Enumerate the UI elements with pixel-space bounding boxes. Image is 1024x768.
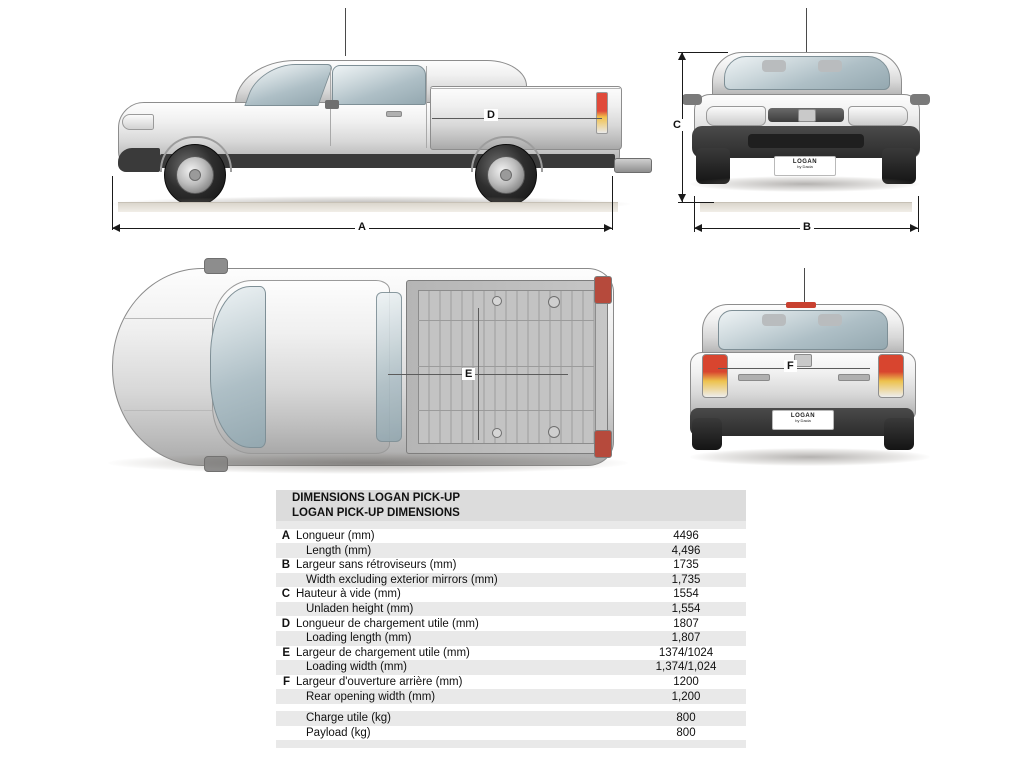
front-headlight-left	[706, 106, 766, 126]
row-letter: D	[281, 617, 290, 630]
dim-d-line	[432, 118, 602, 119]
front-ground-shadow	[690, 176, 920, 192]
dim-d-label: D	[484, 109, 498, 121]
dim-c-arrow-bottom	[678, 194, 686, 202]
row-value: 1,735	[671, 573, 701, 586]
rear-taillight-right	[878, 354, 904, 398]
bed-top-edge	[430, 88, 620, 89]
table-row	[276, 689, 746, 704]
cargo-bed-floor	[418, 290, 596, 444]
door-glass	[332, 65, 426, 105]
lashing-eye-4	[548, 426, 560, 438]
row-label: Rear opening width (mm)	[306, 690, 436, 703]
rear-headrest-left	[762, 314, 786, 326]
front-headlight-right	[848, 106, 908, 126]
front-windshield	[724, 56, 890, 90]
row-value: 800	[676, 726, 696, 739]
dim-b-label: B	[800, 221, 814, 233]
table-row	[276, 616, 746, 631]
row-label: Length (mm)	[306, 544, 372, 557]
row-label: Longueur de chargement utile (mm)	[296, 617, 479, 630]
table-footer-strip	[276, 740, 746, 748]
row-letter: B	[281, 559, 290, 572]
table-row	[276, 543, 746, 558]
tow-hitch	[614, 158, 652, 173]
dim-a-label: A	[355, 221, 369, 233]
rear-tire-right	[884, 418, 914, 450]
dimensions-table	[276, 490, 746, 748]
row-value: 1554	[673, 588, 699, 601]
rear-badge-sub: by Dacia	[795, 418, 811, 424]
row-value: 1,807	[671, 632, 701, 645]
front-logan-badge	[774, 156, 836, 176]
third-brake-light	[786, 302, 816, 308]
dim-f-label: F	[784, 360, 797, 372]
row-letter: A	[281, 530, 290, 543]
row-label: Width excluding exterior mirrors (mm)	[306, 573, 498, 586]
row-label: Hauteur à vide (mm)	[296, 588, 401, 601]
rear-antenna	[804, 268, 805, 304]
bed-crossmember-1	[418, 320, 594, 321]
table-row	[276, 675, 746, 690]
row-value: 1200	[673, 676, 699, 689]
row-label: Loading length (mm)	[306, 632, 412, 645]
table-header-en	[276, 505, 746, 520]
row-letter: C	[281, 588, 290, 601]
table-gap-2	[276, 704, 746, 711]
row-letter: F	[282, 676, 290, 689]
tail-light	[596, 92, 608, 134]
row-label: Loading width (mm)	[306, 661, 407, 674]
row-value: 1807	[673, 617, 699, 630]
dim-a-arrow-right	[604, 224, 612, 232]
bed-crossmember-3	[418, 410, 594, 411]
dim-e-vertical	[478, 308, 479, 440]
antenna	[345, 8, 346, 56]
hood-seam-top	[124, 318, 212, 319]
dim-a-tick-right	[612, 176, 613, 230]
table-header-en-text: LOGAN PICK-UP DIMENSIONS	[292, 507, 460, 520]
row-value: 1735	[673, 559, 699, 572]
side-view	[100, 8, 640, 208]
row-label: Longueur (mm)	[296, 530, 375, 543]
top-taillight-left	[594, 276, 612, 304]
headlight	[122, 114, 154, 130]
dim-e-label: E	[462, 368, 475, 380]
table-header-fr-text: DIMENSIONS LOGAN PICK-UP	[292, 491, 461, 504]
row-value: 1,554	[671, 603, 701, 616]
row-label: Charge utile (kg)	[306, 712, 392, 725]
front-air-intake	[748, 134, 864, 148]
table-row	[276, 558, 746, 573]
table-row	[276, 573, 746, 588]
door-seam-rear	[426, 66, 427, 148]
headrest-left	[762, 60, 786, 72]
hood-seam-bottom	[124, 410, 212, 411]
rear-headrest-right	[818, 314, 842, 326]
table-row	[276, 711, 746, 726]
dacia-emblem	[798, 109, 816, 122]
dim-b-arrow-left	[694, 224, 702, 232]
dim-c-tick-bottom	[678, 202, 714, 203]
front-bumper	[118, 148, 160, 172]
bed-crossmember-2	[418, 366, 594, 367]
front-badge-sub: by Dacia	[797, 164, 813, 170]
top-taillight-right	[594, 430, 612, 458]
top-ground-shadow	[108, 452, 628, 474]
headrest-right	[818, 60, 842, 72]
dim-b-arrow-right	[910, 224, 918, 232]
front-mirror-left	[682, 94, 702, 105]
lashing-eye-3	[548, 296, 560, 308]
top-view	[100, 258, 620, 473]
dim-c-arrow-top	[678, 52, 686, 60]
lashing-eye-1	[492, 296, 502, 306]
row-value: 1374/1024	[658, 646, 714, 659]
side-ground-strip	[118, 202, 618, 212]
row-value: 1,200	[671, 690, 701, 703]
door-handle	[386, 111, 402, 117]
row-label: Payload (kg)	[306, 726, 371, 739]
row-value: 4496	[673, 530, 699, 543]
top-mirror-left	[204, 258, 228, 274]
row-value: 1,374/1,024	[655, 661, 717, 674]
table-row	[276, 660, 746, 675]
table-header-fr	[276, 490, 746, 505]
rear-logan-badge	[772, 410, 834, 430]
row-label: Largeur d'ouverture arrière (mm)	[296, 676, 463, 689]
row-value: 4,496	[671, 544, 701, 557]
front-antenna	[806, 8, 807, 52]
tailgate-handle	[738, 374, 770, 381]
lashing-eye-2	[492, 428, 502, 438]
front-mirror-right	[910, 94, 930, 105]
top-rear-window	[376, 292, 402, 442]
table-row	[276, 602, 746, 617]
front-ground-strip	[700, 202, 912, 212]
dim-a-arrow-left	[112, 224, 120, 232]
table-row	[276, 646, 746, 661]
rear-badge-text: LOGAN	[790, 413, 816, 419]
rear-window	[718, 310, 888, 350]
row-value: 800	[676, 712, 696, 725]
row-label: Largeur de chargement utile (mm)	[296, 646, 470, 659]
rear-taillight-left	[702, 354, 728, 398]
row-letter: E	[282, 646, 290, 659]
rear-tire-left	[692, 418, 722, 450]
rear-ground-shadow	[690, 448, 930, 466]
table-row	[276, 726, 746, 741]
table-row	[276, 529, 746, 544]
table-row	[276, 587, 746, 602]
row-label: Largeur sans rétroviseurs (mm)	[296, 559, 457, 572]
tailgate-strip	[838, 374, 870, 381]
dim-c-label: C	[670, 119, 684, 131]
front-badge-text: LOGAN	[792, 159, 818, 165]
row-label: Unladen height (mm)	[306, 603, 414, 616]
side-mirror	[325, 100, 339, 109]
table-gap-1	[276, 521, 746, 529]
dim-b-tick-right	[918, 196, 919, 232]
table-row	[276, 631, 746, 646]
dim-a-tick-left	[112, 176, 113, 230]
